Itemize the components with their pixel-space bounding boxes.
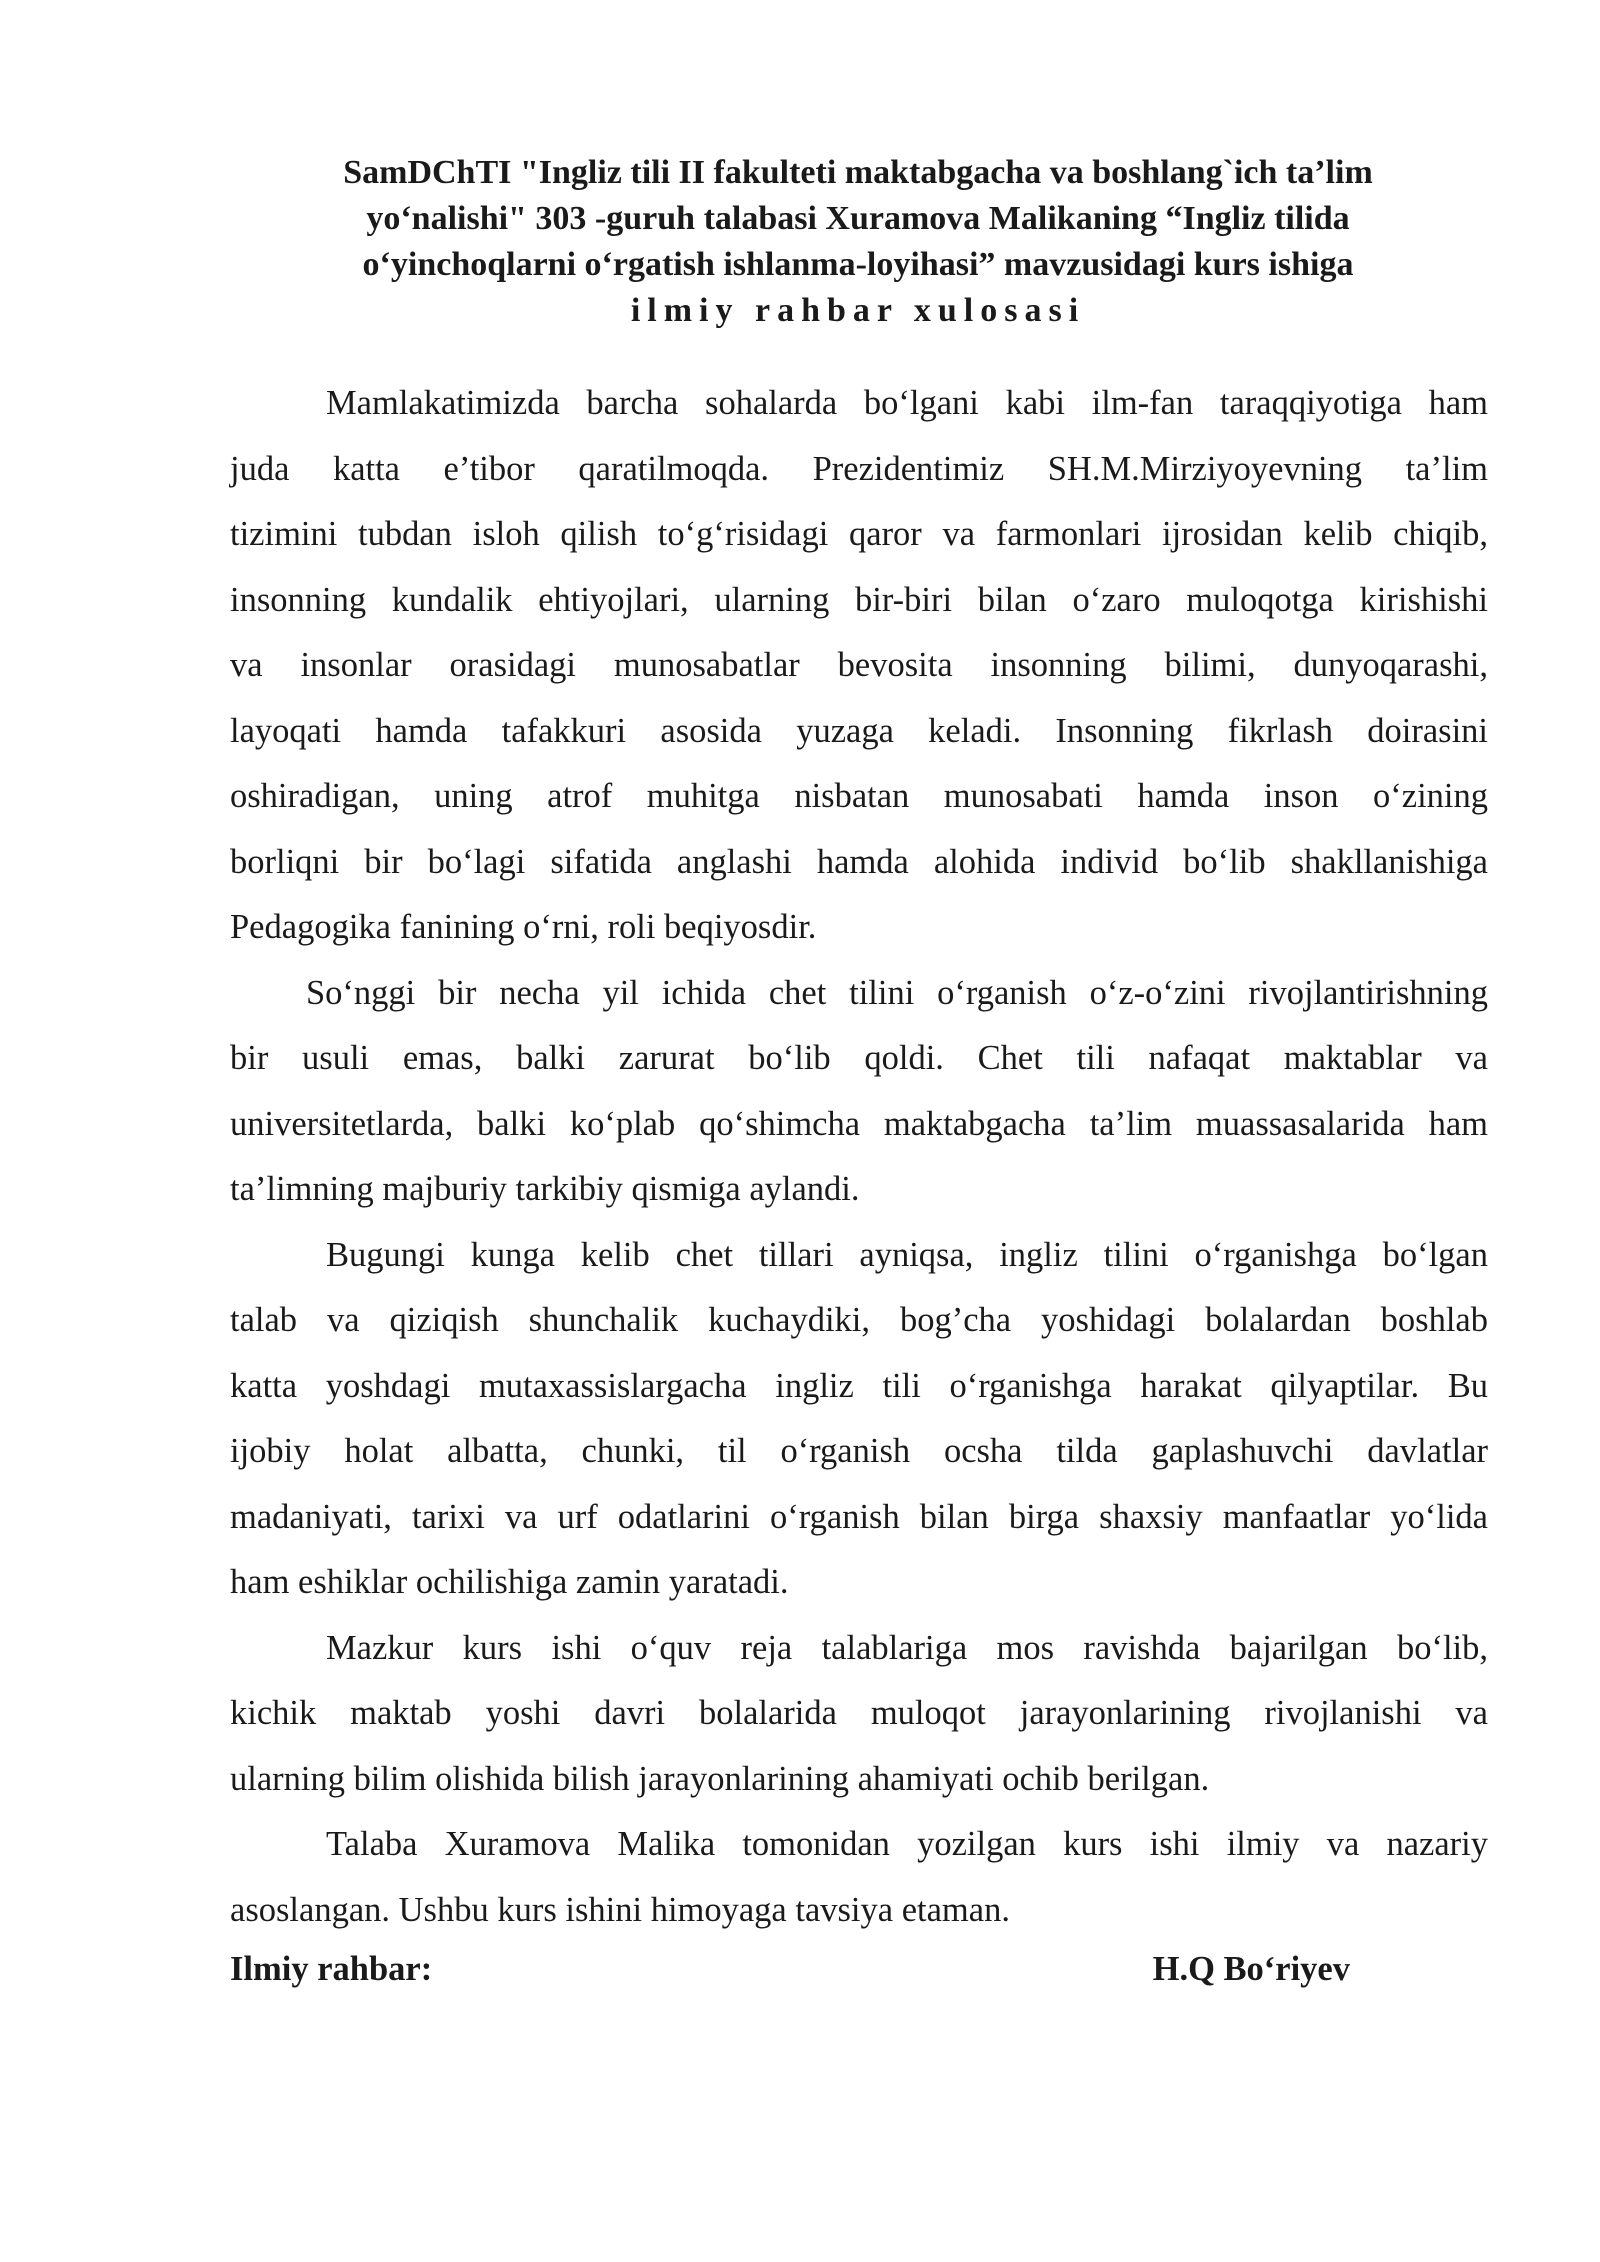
body-line: asoslangan. Ushbu kurs ishini himoyaga tavsiya etaman. (230, 1890, 1010, 1929)
body-line: talab va qiziqish shunchalik kuchaydiki, bog’cha yoshidagi bolalardan boshlab (230, 1301, 1488, 1339)
body-line: Bugungi kunga kelib chet tillari ayniqsa, ingliz tilini o‘rganishga bo‘lgan (326, 1235, 1488, 1274)
body-line: insonning kundalik ehtiyojlari, ularning bir-biri bilan o‘zaro muloqotga kirishishi (230, 580, 1488, 619)
body-line: kichik maktab yoshi davri bolalarida muloqot jarayonlarining rivojlanishi va (230, 1694, 1488, 1732)
body-line: Talaba Xuramova Malika tomonidan yozilgan kurs ishi ilmiy va nazariy (326, 1825, 1488, 1863)
body-line: So‘nggi bir necha yil ichida chet tilini o‘rganish o‘z-o‘zini rivojlantirishning (306, 973, 1488, 1012)
body-line: ta’limning majburiy tarkibiy qismiga aylandi. (230, 1170, 860, 1208)
body-line: Mazkur kurs ishi o‘quv reja talablariga mos ravishda bajarilgan bo‘lib, (326, 1628, 1488, 1667)
body-line: borliqni bir bo‘lagi sifatida anglashi hamda alohida individ bo‘lib shakllanishiga (230, 842, 1488, 881)
body-line: tizimini tubdan isloh qilish to‘g‘risidagi qaror va farmonlari ijrosidan kelib chiqib, (230, 515, 1488, 553)
title-line: SamDChTI "Ingliz tili II fakulteti maktabgacha va boshlang`ich ta’lim (343, 154, 1373, 191)
document-body (230, 371, 1488, 1943)
signature-name: H.Q Bo‘riyev (1152, 1950, 1350, 1988)
body-line: juda katta e’tibor qaratilmoqda. Prezidentimiz SH.M.Mirziyoyevning ta’lim (230, 449, 1488, 488)
body-line: Mamlakatimizda barcha sohalarda bo‘lgani kabi ilm-fan taraqqiyotiga ham (326, 384, 1488, 422)
body-line: va insonlar orasidagi munosabatlar bevosita insonning bilimi, dunyoqarashi, (230, 646, 1488, 684)
body-line: ham eshiklar ochilishiga zamin yaratadi. (230, 1563, 789, 1601)
title-line: yo‘nalishi" 303 -guruh talabasi Xuramova Malikaning “Ingliz tilida (366, 200, 1350, 237)
body-line: layoqati hamda tafakkuri asosida yuzaga keladi. Insonning fikrlash doirasini (230, 711, 1488, 750)
document-title (228, 150, 1488, 334)
body-line: ularning bilim olishida bilish jarayonlarining ahamiyati ochib berilgan. (230, 1759, 1210, 1798)
body-line: oshiradigan, uning atrof muhitga nisbatan munosabati hamda inson o‘zining (230, 777, 1488, 815)
body-line: bir usuli emas, balki zarurat bo‘lib qoldi. Chet tili nafaqat maktablar va (230, 1039, 1488, 1077)
title-subheading: ilmiy rahbar xulosasi (630, 292, 1086, 329)
body-line: madaniyati, tarixi va urf odatlarini o‘rganish bilan birga shaxsiy manfaatlar yo‘lida (230, 1497, 1488, 1536)
body-line: katta yoshdagi mutaxassislargacha ingliz tili o‘rganishga harakat qilyaptilar. Bu (230, 1366, 1488, 1405)
signature-label: Ilmiy rahbar: (230, 1950, 433, 1988)
body-line: Pedagogika fanining o‘rni, roli beqiyosdir. (230, 908, 817, 946)
body-line: universitetlarda, balki ko‘plab qo‘shimcha maktabgacha ta’lim muassasalarida ham (230, 1104, 1488, 1143)
title-line: o‘yinchoqlarni o‘rgatish ishlanma-loyihasi” mavzusidagi kurs ishiga (362, 246, 1354, 283)
body-line: ijobiy holat albatta, chunki, til o‘rganish ocsha tilda gaplashuvchi davlatlar (230, 1432, 1488, 1470)
